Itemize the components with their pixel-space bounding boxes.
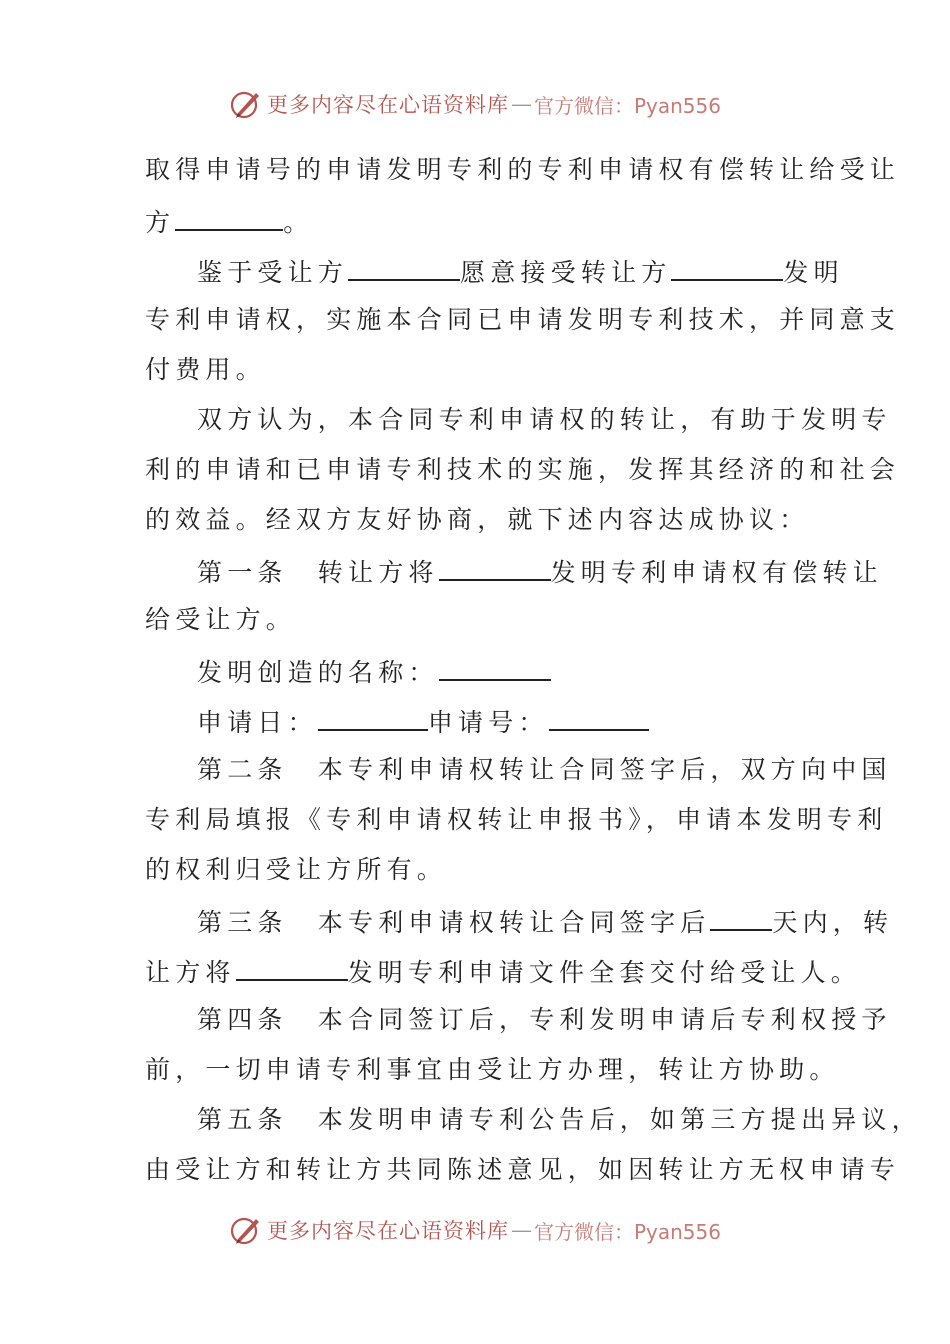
banner-contact: 官方微信：Pyan556	[533, 93, 721, 118]
text-line: 专利局填报《专利申请权转让申报书》，申请本发明专利	[145, 805, 888, 834]
fill-blank	[439, 655, 551, 681]
text-line: 专利申请权，实施本合同已申请发明专利技术，并同意支	[145, 305, 901, 334]
fill-blank	[318, 705, 428, 731]
text-span: 发明	[783, 258, 844, 287]
banner-title: 更多内容尽在心语资料库	[266, 1219, 509, 1243]
pen-logo-icon	[229, 87, 263, 121]
fill-blank	[348, 255, 460, 281]
text-line: 第四条 本合同签订后，专利发明申请后专利权授予	[197, 1005, 892, 1034]
text-line	[145, 205, 313, 238]
text-span: 愿意接受转让方	[460, 258, 672, 287]
text-line: 由受让方和转让方共同陈述意见，如因转让方无权申请专	[145, 1155, 901, 1184]
text-line	[197, 705, 649, 738]
fill-blank	[710, 905, 772, 931]
text-line: 取得申请号的申请发明专利的专利申请权有偿转让给受让	[145, 155, 901, 184]
banner-separator: —	[510, 1218, 532, 1242]
fill-blank	[175, 205, 283, 231]
pen-logo-icon	[229, 1213, 263, 1247]
text-span: 第一条 转让方将	[197, 558, 439, 587]
text-line: 第二条 本专利申请权转让合同签字后，双方向中国	[197, 755, 892, 784]
text-span: 鉴于受让方	[197, 258, 349, 287]
text-line: 利的申请和已申请专利技术的实施，发挥其经济的和社会	[145, 455, 901, 484]
text-span: 让方将	[145, 958, 236, 987]
text-line	[197, 655, 551, 688]
text-line: 双方认为，本合同专利申请权的转让，有助于发明专	[197, 405, 892, 434]
text-span: 申请号：	[427, 708, 549, 737]
banner-title: 更多内容尽在心语资料库	[266, 93, 509, 117]
fill-blank	[549, 705, 649, 731]
fill-blank	[671, 255, 783, 281]
fill-blank	[439, 555, 551, 581]
banner-contact: 官方微信：Pyan556	[533, 1219, 721, 1244]
text-line: 前，一切申请专利事宜由受让方办理，转让方协助。	[145, 1055, 840, 1084]
text-span: 方	[145, 208, 176, 237]
header-watermark	[0, 84, 950, 124]
text-span: 。	[283, 208, 314, 237]
text-line	[145, 955, 861, 988]
text-line	[197, 555, 883, 588]
text-line: 的效益。经双方友好协商，就下述内容达成协议：	[145, 505, 810, 534]
text-span: 第三条 本专利申请权转让合同签字后	[197, 908, 711, 937]
text-line: 付费用。	[145, 355, 266, 384]
text-span: 发明专利申请文件全套交付给受让人。	[347, 958, 862, 987]
text-span: 申请日：	[197, 708, 318, 737]
banner-separator: —	[510, 92, 532, 116]
text-span: 发明创造的名称：	[197, 658, 439, 687]
text-line: 第五条 本发明申请专利公告后，如第三方提出异议，	[197, 1105, 922, 1134]
fill-blank	[236, 955, 348, 981]
text-line	[197, 255, 844, 288]
text-span: 天内，转	[772, 908, 894, 937]
text-line	[197, 905, 893, 938]
text-line: 给受让方。	[145, 605, 297, 634]
footer-watermark	[0, 1210, 950, 1250]
text-span: 发明专利申请权有偿转让	[550, 558, 883, 587]
text-line: 的权利归受让方所有。	[145, 855, 448, 884]
